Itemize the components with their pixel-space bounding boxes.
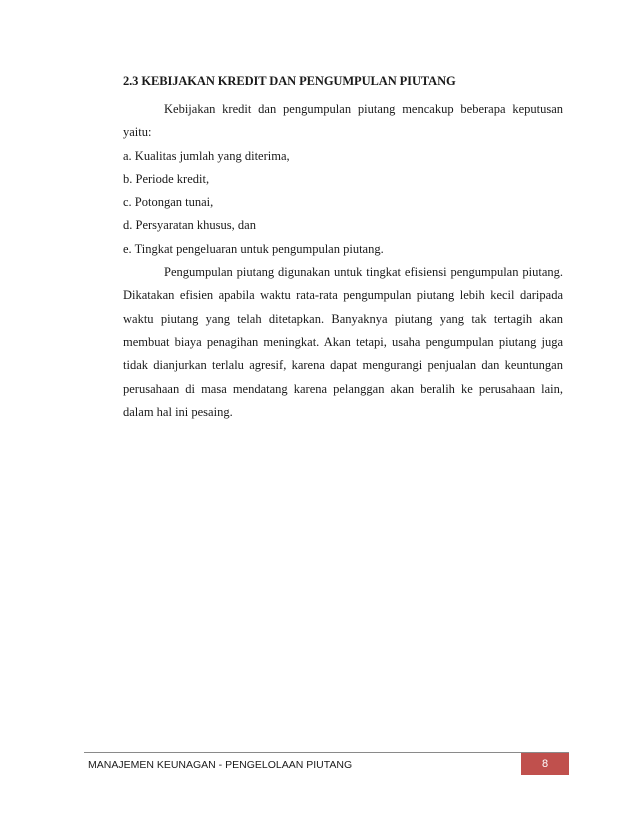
page-content [123, 72, 563, 424]
paragraph-line: Kebijakan kredit dan pengumpulan piutang mencakup beberapa keputusan [164, 102, 563, 116]
page-footer [84, 752, 569, 779]
paragraph-line: waktu piutang yang telah ditetapkan. Banyaknya piutang yang tak tertagih akan [123, 311, 563, 326]
list-item: e. Tingkat pengeluaran untuk pengumpulan piutang. [123, 241, 384, 256]
footer-title: MANAJEMEN KEUNAGAN - PENGELOLAAN PIUTANG [88, 759, 353, 771]
paragraph-line: perusahaan di masa mendatang karena pelanggan akan beralih ke perusahaan lain, [123, 381, 563, 396]
list-item: c. Potongan tunai, [123, 195, 214, 210]
list-item: d. Persyaratan khusus, dan [123, 218, 256, 233]
paragraph-line: tidak dianjurkan terlalu agresif, karena dapat mengurangi penjualan dan keuntungan [123, 358, 563, 373]
paragraph-line: Pengumpulan piutang digunakan untuk tingkat efisiensi pengumpulan piutang. [164, 265, 563, 280]
paragraph-line: yaitu: [123, 125, 152, 140]
page-number: 8 [519, 753, 569, 775]
section-heading: 2.3 KEBIJAKAN KREDIT DAN PENGUMPULAN PIUTANG [123, 74, 456, 88]
list-item: a. Kualitas jumlah yang diterima, [123, 148, 290, 163]
paragraph-line: membuat biaya penagihan meningkat. Akan tetapi, usaha pengumpulan piutang juga [123, 334, 563, 349]
list-item: b. Periode kredit, [123, 171, 210, 186]
paragraph-line: Dikatakan efisien apabila waktu rata-rata pengumpulan piutang lebih kecil daripada [123, 288, 563, 303]
paragraph-line: dalam hal ini pesaing. [123, 404, 233, 419]
